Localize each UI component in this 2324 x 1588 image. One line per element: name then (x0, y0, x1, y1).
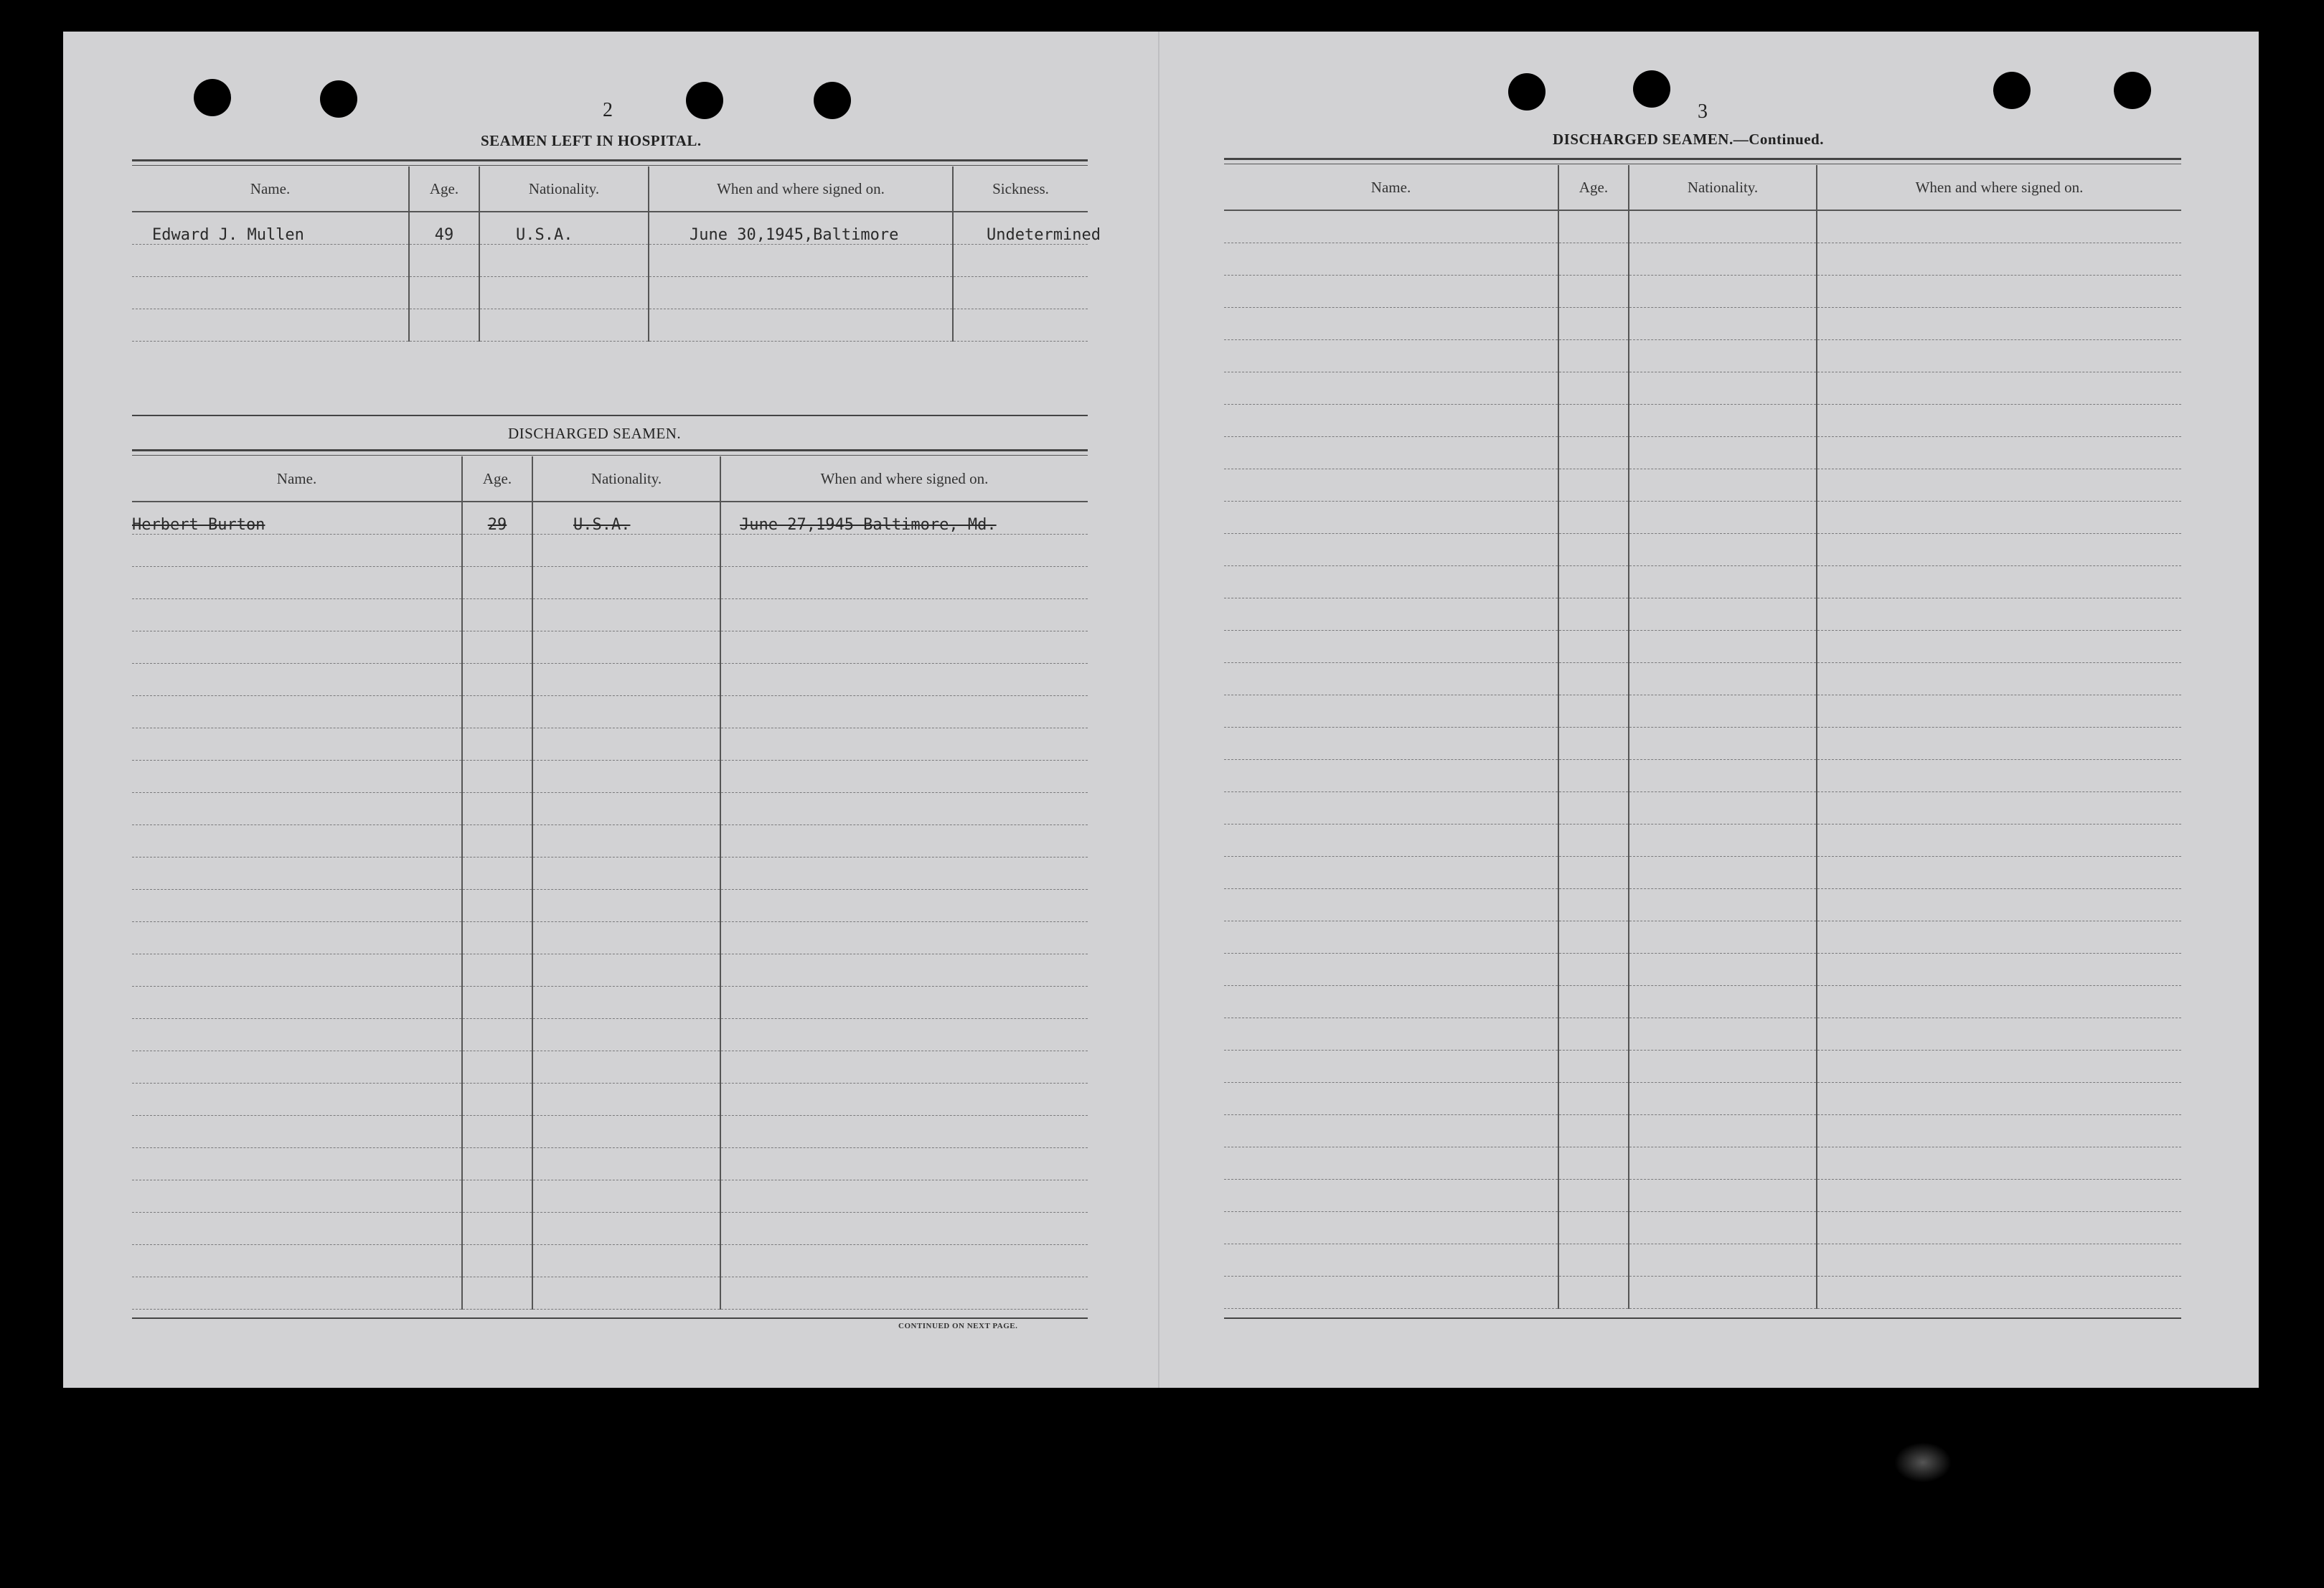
empty-cell (1558, 1277, 1629, 1309)
continued-footer: CONTINUED ON NEXT PAGE. (898, 1322, 1018, 1330)
empty-cell (1629, 889, 1817, 921)
table-row (132, 212, 1088, 245)
table-row (132, 599, 1088, 631)
page-number-left: 2 (603, 99, 613, 121)
table-row (1224, 1083, 2181, 1115)
empty-cell (1558, 1212, 1629, 1244)
empty-cell (1629, 405, 1817, 437)
cell-nationality: U.S.A. (479, 212, 649, 245)
empty-cell (1817, 243, 2181, 276)
empty-cell (1224, 437, 1558, 469)
empty-cell (1558, 210, 1629, 243)
empty-cell (1817, 728, 2181, 760)
column-header-name: Name. (132, 166, 409, 212)
table-row (132, 728, 1088, 761)
empty-cell (1558, 276, 1629, 308)
empty-cell (1629, 954, 1817, 986)
empty-cell (1817, 1083, 2181, 1115)
table-row (1224, 405, 2181, 437)
table-row (132, 825, 1088, 858)
table-row (1224, 502, 2181, 534)
table-row (1224, 210, 2181, 243)
table-row (132, 858, 1088, 890)
empty-cell (1629, 437, 1817, 469)
table-row (132, 761, 1088, 793)
empty-cell (1558, 1083, 1629, 1115)
empty-cell (1558, 308, 1629, 340)
empty-cell (1558, 437, 1629, 469)
empty-cell (1224, 534, 1558, 566)
discharged-top-rule-thin (132, 455, 1088, 456)
table-row (1224, 695, 2181, 728)
empty-cell (1224, 728, 1558, 760)
discharged-title-right (1553, 131, 1824, 149)
table-row (1224, 792, 2181, 824)
empty-cell (1558, 728, 1629, 760)
empty-cell (1224, 954, 1558, 986)
cell-age: 49 (409, 212, 479, 245)
empty-cell (1558, 857, 1629, 889)
empty-cell (1629, 469, 1817, 502)
punch-hole (1993, 72, 2031, 109)
table-row (132, 1245, 1088, 1277)
empty-cell (1817, 663, 2181, 695)
empty-cell (1629, 598, 1817, 631)
cell-age: 29 (462, 502, 532, 535)
table-row (132, 1180, 1088, 1213)
empty-cell (1629, 663, 1817, 695)
column-header-signed-on: When and where signed on. (720, 456, 1088, 502)
table-row (132, 793, 1088, 825)
table-row (1224, 824, 2181, 857)
empty-cell (1224, 405, 1558, 437)
punch-hole (1633, 70, 1670, 108)
empty-cell (1629, 792, 1817, 824)
table-row (1224, 728, 2181, 760)
empty-cell (1558, 663, 1629, 695)
empty-cell (1558, 954, 1629, 986)
table-row (132, 1148, 1088, 1180)
empty-cell (1224, 792, 1558, 824)
empty-cell (1817, 534, 2181, 566)
punch-hole (194, 79, 231, 116)
empty-cell (1558, 631, 1629, 663)
cell-name: Herbert Burton (132, 502, 462, 535)
table-header-row (132, 456, 1088, 502)
empty-cell (1224, 921, 1558, 954)
empty-cell (1224, 889, 1558, 921)
empty-cell (1558, 502, 1629, 534)
punch-hole (2114, 72, 2151, 109)
discharged-bottom-rule-left (132, 1317, 1088, 1319)
empty-cell (1558, 566, 1629, 598)
empty-cell (1558, 792, 1629, 824)
empty-cell (1817, 1147, 2181, 1180)
cell-nationality: U.S.A. (532, 502, 720, 535)
empty-cell (1558, 921, 1629, 954)
table-row (1224, 598, 2181, 631)
empty-cell (1817, 566, 2181, 598)
hospital-table (132, 166, 1101, 342)
table-row (1224, 340, 2181, 372)
empty-cell (1629, 340, 1817, 372)
table-row (1224, 566, 2181, 598)
column-header-nationality: Nationality. (479, 166, 649, 212)
empty-cell (1817, 1180, 2181, 1212)
empty-cell (1224, 695, 1558, 728)
center-fold (1158, 32, 1159, 1388)
table-row (1224, 372, 2181, 405)
empty-cell (1558, 534, 1629, 566)
empty-cell (1558, 760, 1629, 792)
empty-cell (1629, 695, 1817, 728)
empty-cell (1224, 1180, 1558, 1212)
table-row (1224, 986, 2181, 1018)
column-header-name: Name. (1224, 165, 1558, 210)
empty-cell (1629, 921, 1817, 954)
table-row (132, 987, 1088, 1019)
hospital-top-rule (132, 159, 1088, 161)
table-row (1224, 1018, 2181, 1051)
empty-cell (1629, 1115, 1817, 1147)
empty-cell (1629, 857, 1817, 889)
page-number-right: 3 (1698, 100, 1708, 123)
empty-cell (1558, 889, 1629, 921)
empty-cell (1558, 243, 1629, 276)
empty-cell (1629, 1244, 1817, 1277)
empty-cell (1629, 1018, 1817, 1051)
table-row (132, 1019, 1088, 1051)
empty-cell (1224, 986, 1558, 1018)
table-row (1224, 889, 2181, 921)
empty-cell (1817, 372, 2181, 405)
empty-cell (1224, 1212, 1558, 1244)
table-row (132, 1084, 1088, 1116)
table-row (132, 922, 1088, 954)
empty-cell (1629, 1212, 1817, 1244)
empty-cell (1817, 276, 2181, 308)
empty-cell (1224, 566, 1558, 598)
empty-cell (1817, 405, 2181, 437)
table-row (1224, 857, 2181, 889)
empty-cell (1817, 695, 2181, 728)
empty-cell (1224, 276, 1558, 308)
empty-cell (1558, 372, 1629, 405)
empty-cell (1817, 1115, 2181, 1147)
punch-hole (686, 82, 723, 119)
empty-cell (1629, 308, 1817, 340)
cell-sickness: Undetermined (953, 212, 1088, 245)
empty-cell (1224, 1018, 1558, 1051)
empty-cell (1629, 372, 1817, 405)
table-row (132, 567, 1088, 599)
table-row (132, 664, 1088, 696)
column-header-age: Age. (409, 166, 479, 212)
empty-cell (1629, 986, 1817, 1018)
scan-smudge (1894, 1442, 1952, 1483)
discharged-title-suffix: —Continued. (1733, 131, 1824, 148)
empty-cell (1224, 1277, 1558, 1309)
empty-cell (1629, 760, 1817, 792)
empty-cell (1558, 1180, 1629, 1212)
table-row (1224, 921, 2181, 954)
empty-cell (1224, 598, 1558, 631)
table-row (132, 277, 1088, 309)
empty-cell (1817, 760, 2181, 792)
cell-name: Edward J. Mullen (132, 212, 409, 245)
hospital-top-rule-thin (132, 165, 1088, 166)
empty-cell (1224, 340, 1558, 372)
table-row (1224, 1147, 2181, 1180)
empty-cell (1629, 1277, 1817, 1309)
empty-cell (1817, 598, 2181, 631)
table-row (1224, 243, 2181, 276)
empty-cell (1224, 663, 1558, 695)
table-row (1224, 760, 2181, 792)
empty-cell (1224, 1083, 1558, 1115)
empty-cell (1817, 921, 2181, 954)
empty-cell (1817, 631, 2181, 663)
empty-cell (1629, 276, 1817, 308)
empty-cell (1817, 986, 2181, 1018)
empty-cell (1558, 469, 1629, 502)
empty-cell (1629, 502, 1817, 534)
empty-cell (1817, 1277, 2181, 1309)
punch-hole (814, 82, 851, 119)
table-row (132, 309, 1088, 342)
hospital-title: SEAMEN LEFT IN HOSPITAL. (481, 132, 702, 149)
empty-cell (1629, 1083, 1817, 1115)
empty-cell (1224, 857, 1558, 889)
right-bottom-rule (1224, 1317, 2181, 1319)
empty-cell (1629, 210, 1817, 243)
empty-cell (1558, 405, 1629, 437)
empty-cell (1629, 631, 1817, 663)
empty-cell (1817, 824, 2181, 857)
empty-cell (1817, 889, 2181, 921)
table-header-row (1224, 165, 2181, 210)
empty-cell (1224, 1051, 1558, 1083)
column-header-signed-on: When and where signed on. (1817, 165, 2181, 210)
table-row (1224, 1277, 2181, 1309)
discharged-title-left: DISCHARGED SEAMEN. (508, 425, 682, 442)
table-header-row (132, 166, 1088, 212)
table-row (1224, 663, 2181, 695)
empty-cell (1817, 954, 2181, 986)
table-row (132, 890, 1088, 922)
empty-cell (1629, 1180, 1817, 1212)
table-row (1224, 308, 2181, 340)
table-row (1224, 954, 2181, 986)
empty-cell (1629, 728, 1817, 760)
right-top-rule (1224, 158, 2181, 160)
empty-cell (1817, 792, 2181, 824)
table-row (132, 1213, 1088, 1245)
column-header-age: Age. (462, 456, 532, 502)
empty-cell (1817, 437, 2181, 469)
empty-cell (1629, 1147, 1817, 1180)
empty-cell (1224, 308, 1558, 340)
empty-cell (1817, 857, 2181, 889)
empty-cell (1224, 1147, 1558, 1180)
table-row (132, 245, 1088, 277)
table-row (1224, 276, 2181, 308)
table-row (1224, 1180, 2181, 1212)
empty-cell (1224, 631, 1558, 663)
empty-cell (1224, 824, 1558, 857)
empty-cell (1224, 760, 1558, 792)
empty-cell (1629, 243, 1817, 276)
empty-cell (1817, 1051, 2181, 1083)
table-row (132, 696, 1088, 728)
column-header-sickness: Sickness. (953, 166, 1088, 212)
empty-cell (1817, 1244, 2181, 1277)
empty-cell (1224, 469, 1558, 502)
empty-cell (1629, 566, 1817, 598)
column-header-age: Age. (1558, 165, 1629, 210)
table-row (1224, 631, 2181, 663)
empty-cell (1558, 695, 1629, 728)
table-row (1224, 469, 2181, 502)
table-row (132, 631, 1088, 664)
table-row (132, 1051, 1088, 1084)
empty-cell (1817, 210, 2181, 243)
hospital-bottom-rule (132, 415, 1088, 416)
empty-cell (1629, 534, 1817, 566)
table-row (132, 1116, 1088, 1148)
empty-cell (1558, 1115, 1629, 1147)
table-row (1224, 1212, 2181, 1244)
column-header-name: Name. (132, 456, 462, 502)
empty-cell (1558, 824, 1629, 857)
empty-cell (1224, 243, 1558, 276)
punch-hole (320, 80, 357, 118)
empty-cell (1817, 1018, 2181, 1051)
empty-cell (1224, 372, 1558, 405)
empty-cell (1224, 1244, 1558, 1277)
discharged-table-left (132, 456, 1088, 1310)
empty-cell (1558, 986, 1629, 1018)
table-row (132, 1277, 1088, 1310)
empty-cell (1558, 1244, 1629, 1277)
empty-cell (1558, 340, 1629, 372)
empty-cell (1817, 308, 2181, 340)
table-row (1224, 1051, 2181, 1083)
empty-cell (1817, 502, 2181, 534)
cell-signed-on: June 27,1945 Baltimore, Md. (720, 502, 1088, 535)
table-row (1224, 1244, 2181, 1277)
empty-cell (1629, 1051, 1817, 1083)
table-row (132, 954, 1088, 987)
empty-cell (1558, 1018, 1629, 1051)
cell-signed-on: June 30,1945,Baltimore (649, 212, 953, 245)
empty-cell (1558, 1147, 1629, 1180)
empty-cell (1629, 824, 1817, 857)
column-header-signed-on: When and where signed on. (649, 166, 953, 212)
table-row (1224, 437, 2181, 469)
discharged-title-text: DISCHARGED SEAMEN. (1553, 131, 1733, 148)
empty-cell (1224, 502, 1558, 534)
discharged-top-rule (132, 449, 1088, 451)
column-header-nationality: Nationality. (532, 456, 720, 502)
empty-cell (1558, 1051, 1629, 1083)
table-row (132, 535, 1088, 567)
table-row (132, 502, 1088, 535)
discharged-table-right (1224, 165, 2181, 1309)
empty-cell (1817, 1212, 2181, 1244)
table-row (1224, 1115, 2181, 1147)
empty-cell (1817, 469, 2181, 502)
empty-cell (1817, 340, 2181, 372)
empty-cell (1558, 598, 1629, 631)
empty-cell (1224, 1115, 1558, 1147)
empty-cell (1224, 210, 1558, 243)
table-row (1224, 534, 2181, 566)
column-header-nationality: Nationality. (1629, 165, 1817, 210)
punch-hole (1508, 73, 1546, 111)
